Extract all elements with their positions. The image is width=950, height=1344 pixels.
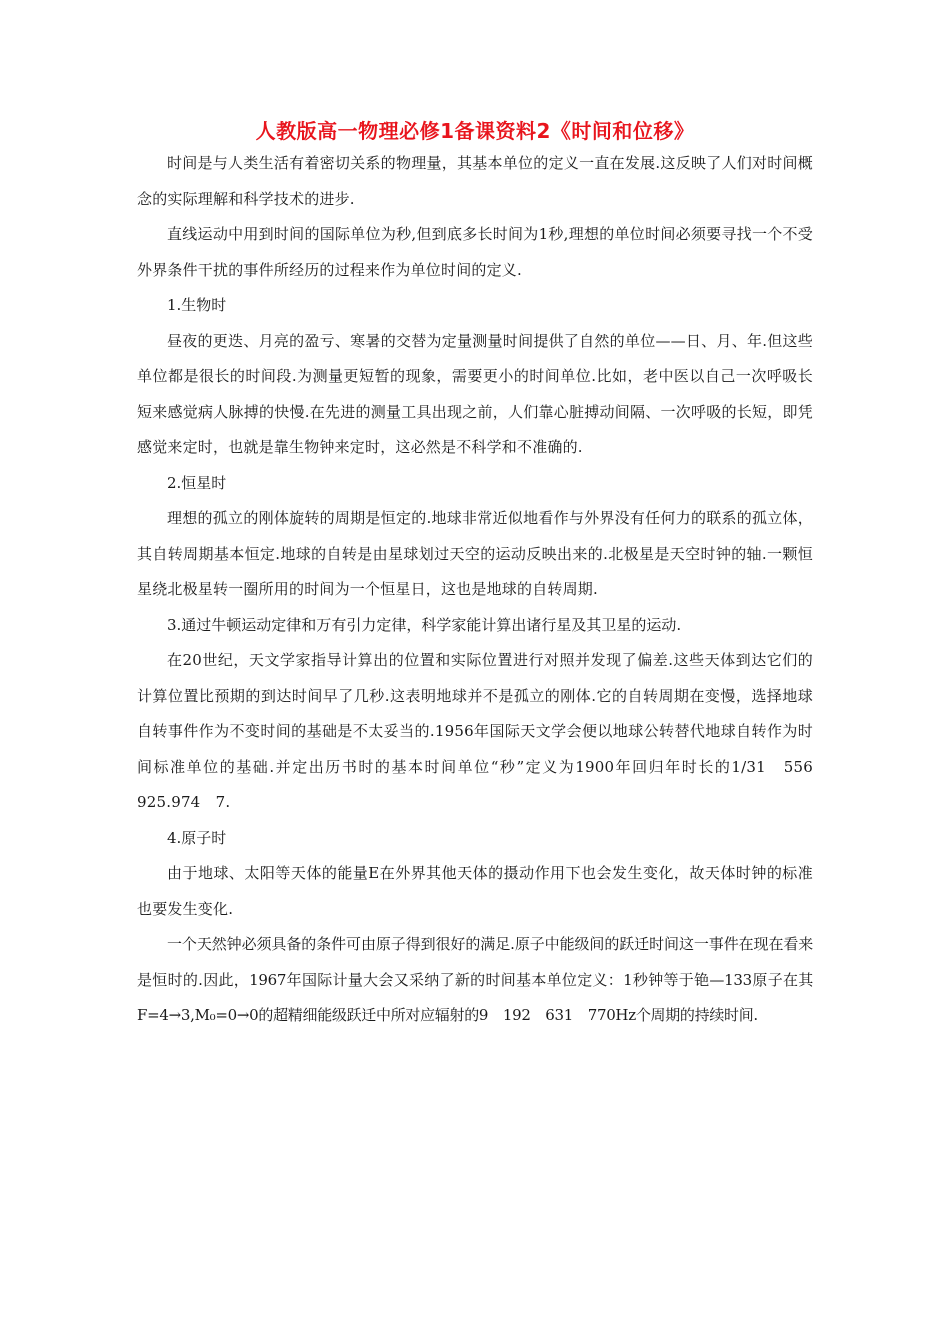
document-title: 人教版高一物理必修1备课资料2《时间和位移》 [255, 119, 695, 143]
intro-paragraph-1: 时间是与人类生活有着密切关系的物理量，其基本单位的定义一直在发展.这反映了人们对时间概念的实际理解和科学技术的进步. [137, 154, 813, 208]
section-paragraph-ephemeris-time: 在20世纪，天文学家指导计算出的位置和实际位置进行对照并发现了偏差.这些天体到达它们的计算位置比预期的到达时间早了几秒.这表明地球并不是孤立的刚体.它的自转周期在变慢，选择地球自转事件作为不变时间的基础是不太妥当的.1956年国际天文学会便以地球公转替代地球自转作为时间标准单位的基础.并定出历书时的基本时间单位“秒”定义为1900年回归年时长的1/31 556 925.974 7. [137, 651, 829, 811]
section-heading-newton-laws: 3.通过牛顿运动定律和万有引力定律，科学家能计算出诸行星及其卫星的运动. [167, 615, 682, 634]
section-heading-atomic-time: 4.原子时 [167, 828, 227, 847]
intro-paragraph-2: 直线运动中用到时间的国际单位为秒,但到底多长时间为1秒,理想的单位时间必须要寻找一个不受外界条件干扰的事件所经历的过程来作为单位时间的定义. [137, 225, 813, 279]
section-paragraph-atomic-time-2: 一个天然钟必须具备的条件可由原子得到很好的满足.原子中能级间的跃迁时间这一事件在现在看来是恒时的.因此，1967年国际计量大会又采纳了新的时间基本单位定义：1秒钟等于铯—133原子在其F=4→3,M₀=0→0的超精细能级跃迁中所对应辐射的9 192 631 770Hz个周期的持续时间. [137, 935, 813, 1024]
section-heading-sidereal-time: 2.恒星时 [167, 473, 227, 492]
section-paragraph-sidereal-time: 理想的孤立的刚体旋转的周期是恒定的.地球非常近似地看作与外界没有任何力的联系的孤立体，其自转周期基本恒定.地球的自转是由星球划过天空的运动反映出来的.北极星是天空时钟的轴.一颗恒星绕北极星转一圈所用的时间为一个恒星日，这也是地球的自转周期. [137, 509, 813, 598]
section-paragraph-biological-time: 昼夜的更迭、月亮的盈亏、寒暑的交替为定量测量时间提供了自然的单位——日、月、年.但这些单位都是很长的时间段.为测量更短暂的现象，需要更小的时间单位.比如，老中医以自己一次呼吸长短来感觉病人脉搏的快慢.在先进的测量工具出现之前，人们靠心脏搏动间隔、一次呼吸的长短，即凭感觉来定时，也就是靠生物钟来定时，这必然是不科学和不准确的. [137, 331, 813, 456]
section-heading-biological-time: 1.生物时 [167, 296, 227, 314]
section-paragraph-atomic-time-1: 由于地球、太阳等天体的能量E在外界其他天体的摄动作用下也会发生变化，故天体时钟的标准也要发生变化. [137, 864, 813, 918]
